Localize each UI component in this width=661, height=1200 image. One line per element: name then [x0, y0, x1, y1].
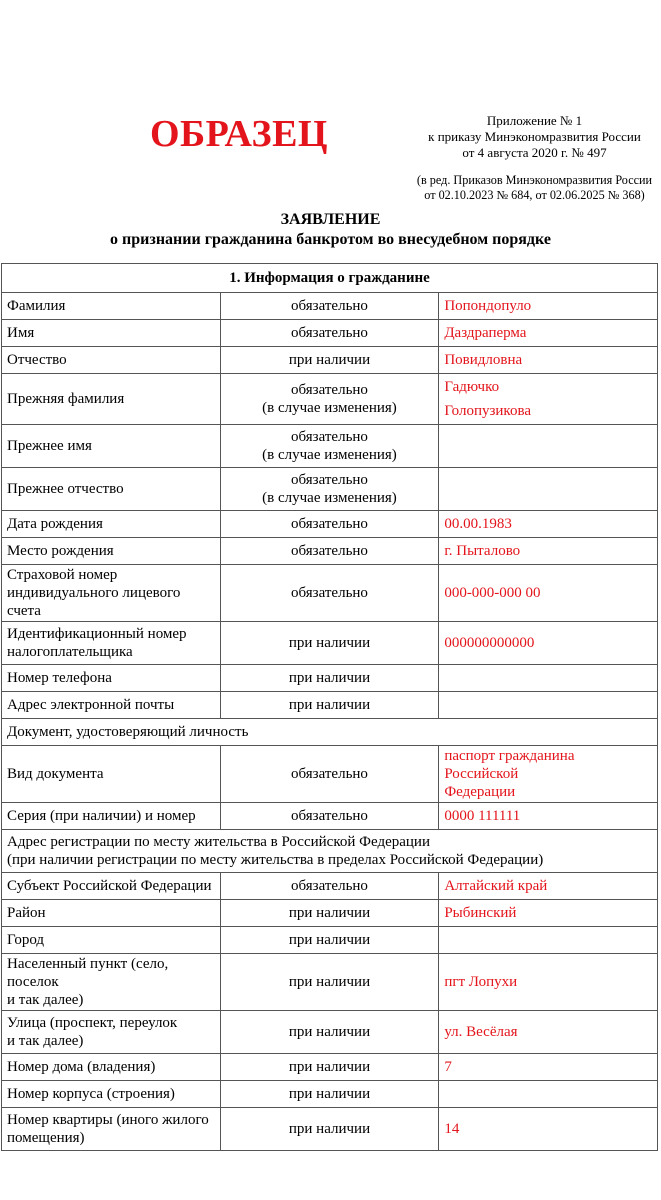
prev-patronymic-requirement	[220, 468, 439, 511]
annex-line-1: Приложение № 1	[486, 113, 583, 128]
inn-value[interactable]: 000000000000	[439, 622, 658, 665]
snils-label-1: Страховой номер	[7, 567, 118, 583]
document-subtitle: о признании гражданина банкротом во внесудебном порядке	[110, 231, 551, 248]
building-value[interactable]	[439, 1081, 658, 1108]
prev-name-value[interactable]	[439, 425, 658, 468]
snils-label-2: индивидуального лицевого счета	[7, 585, 181, 619]
house-label: Номер дома (владения)	[2, 1054, 221, 1081]
phone-label: Номер телефона	[2, 665, 221, 692]
district-value[interactable]: Рыбинский	[439, 900, 658, 927]
row-district	[2, 900, 658, 927]
row-phone	[2, 665, 658, 692]
id-doc-number-requirement: обязательно	[220, 803, 439, 830]
name-requirement: обязательно	[220, 320, 439, 347]
email-label: Адрес электронной почты	[2, 692, 221, 719]
row-inn	[2, 622, 658, 665]
address-heading-1: Адрес регистрации по месту жительства в Российской Федерации	[7, 834, 430, 850]
street-requirement: при наличии	[220, 1011, 439, 1054]
id-doc-type-value-2: Федерации	[444, 784, 516, 800]
email-value[interactable]	[439, 692, 658, 719]
row-region	[2, 873, 658, 900]
prev-name-label: Прежнее имя	[2, 425, 221, 468]
birth-date-label: Дата рождения	[2, 511, 221, 538]
inn-label-2: налогоплательщика	[7, 644, 133, 660]
annex-edition-2: от 02.10.2023 № 684, от 02.06.2025 № 368)	[424, 188, 645, 202]
city-value[interactable]	[439, 927, 658, 954]
row-city	[2, 927, 658, 954]
street-label-1: Улица (проспект, переулок	[7, 1015, 178, 1031]
prev-patronymic-value[interactable]	[439, 468, 658, 511]
patronymic-requirement: при наличии	[220, 347, 439, 374]
name-label: Имя	[2, 320, 221, 347]
row-prev-name	[2, 425, 658, 468]
birth-date-requirement: обязательно	[220, 511, 439, 538]
inn-label	[2, 622, 221, 665]
row-id-doc-type	[2, 746, 658, 803]
row-house	[2, 1054, 658, 1081]
snils-label	[2, 565, 221, 622]
id-doc-type-requirement: обязательно	[220, 746, 439, 803]
id-doc-type-value-1: паспорт гражданина Российской	[444, 748, 575, 782]
surname-label: Фамилия	[2, 293, 221, 320]
region-label: Субъект Российской Федерации	[2, 873, 221, 900]
row-street	[2, 1011, 658, 1054]
row-flat	[2, 1108, 658, 1151]
prev-surname-value-2: Голопузикова	[444, 403, 532, 419]
inn-requirement: при наличии	[220, 622, 439, 665]
row-locality	[2, 954, 658, 1011]
email-requirement: при наличии	[220, 692, 439, 719]
prev-surname-requirement	[220, 374, 439, 425]
house-value[interactable]: 7	[439, 1054, 658, 1081]
prev-surname-req-2: (в случае изменения)	[262, 400, 397, 416]
prev-surname-value[interactable]	[439, 374, 658, 425]
surname-requirement: обязательно	[220, 293, 439, 320]
annex-line-2: к приказу Минэкономразвития России	[428, 129, 641, 144]
building-label: Номер корпуса (строения)	[2, 1081, 221, 1108]
city-requirement: при наличии	[220, 927, 439, 954]
row-surname	[2, 293, 658, 320]
id-doc-type-label: Вид документа	[2, 746, 221, 803]
row-prev-patronymic	[2, 468, 658, 511]
annex-edition-1: (в ред. Приказов Минэкономразвития России	[416, 173, 653, 187]
locality-requirement: при наличии	[220, 954, 439, 1011]
prev-patronymic-label: Прежнее отчество	[2, 468, 221, 511]
flat-label-2: помещения)	[7, 1130, 85, 1146]
annex-header	[412, 113, 657, 203]
locality-label-1: Населенный пункт (село, поселок	[7, 956, 169, 990]
prev-name-req-2: (в случае изменения)	[262, 447, 397, 463]
prev-surname-value-1: Гадючко	[444, 379, 500, 395]
row-id-doc-number	[2, 803, 658, 830]
row-name	[2, 320, 658, 347]
birth-place-requirement: обязательно	[220, 538, 439, 565]
prev-surname-req-1: обязательно	[291, 382, 368, 398]
row-snils	[2, 565, 658, 622]
snils-requirement: обязательно	[220, 565, 439, 622]
district-requirement: при наличии	[220, 900, 439, 927]
prev-patronymic-req-2: (в случае изменения)	[262, 490, 397, 506]
document-title: ЗАЯВЛЕНИЕ	[280, 211, 381, 228]
flat-value[interactable]: 14	[439, 1108, 658, 1151]
id-doc-heading: Документ, удостоверяющий личность	[2, 719, 658, 746]
birth-date-value[interactable]: 00.00.1983	[439, 511, 658, 538]
birth-place-value[interactable]: г. Пыталово	[439, 538, 658, 565]
birth-place-label: Место рождения	[2, 538, 221, 565]
inn-label-1: Идентификационный номер	[7, 626, 187, 642]
street-label-2: и так далее)	[7, 1033, 84, 1049]
locality-label	[2, 954, 221, 1011]
house-requirement: при наличии	[220, 1054, 439, 1081]
patronymic-value[interactable]: Повидловна	[439, 347, 658, 374]
prev-name-requirement	[220, 425, 439, 468]
row-birth-place	[2, 538, 658, 565]
address-heading-2: (при наличии регистрации по месту жительства в пределах Российской Федерации)	[7, 852, 544, 868]
name-value[interactable]: Даздраперма	[439, 320, 658, 347]
prev-surname-label: Прежняя фамилия	[2, 374, 221, 425]
flat-label	[2, 1108, 221, 1151]
row-prev-surname	[2, 374, 658, 425]
locality-value[interactable]: пгт Лопухи	[439, 954, 658, 1011]
flat-requirement: при наличии	[220, 1108, 439, 1151]
row-building	[2, 1081, 658, 1108]
section-heading: 1. Информация о гражданине	[2, 264, 658, 293]
address-heading	[2, 830, 658, 873]
annex-line-3: от 4 августа 2020 г. № 497	[462, 145, 607, 160]
flat-label-1: Номер квартиры (иного жилого	[7, 1112, 209, 1128]
building-requirement: при наличии	[220, 1081, 439, 1108]
city-label: Город	[2, 927, 221, 954]
citizen-info-table	[1, 263, 658, 1151]
row-birth-date	[2, 511, 658, 538]
surname-value[interactable]: Попондопуло	[439, 293, 658, 320]
row-address-heading	[2, 830, 658, 873]
street-label	[2, 1011, 221, 1054]
row-patronymic	[2, 347, 658, 374]
sample-stamp: ОБРАЗЕЦ	[150, 113, 328, 155]
prev-patronymic-req-1: обязательно	[291, 472, 368, 488]
phone-value[interactable]	[439, 665, 658, 692]
patronymic-label: Отчество	[2, 347, 221, 374]
snils-value[interactable]: 000-000-000 00	[439, 565, 658, 622]
row-email	[2, 692, 658, 719]
district-label: Район	[2, 900, 221, 927]
region-requirement: обязательно	[220, 873, 439, 900]
id-doc-type-value[interactable]	[439, 746, 658, 803]
row-id-doc-heading	[2, 719, 658, 746]
locality-label-2: и так далее)	[7, 992, 84, 1008]
prev-name-req-1: обязательно	[291, 429, 368, 445]
phone-requirement: при наличии	[220, 665, 439, 692]
street-value[interactable]: ул. Весёлая	[439, 1011, 658, 1054]
id-doc-number-label: Серия (при наличии) и номер	[2, 803, 221, 830]
region-value[interactable]: Алтайский край	[439, 873, 658, 900]
id-doc-number-value[interactable]: 0000 111111	[439, 803, 658, 830]
